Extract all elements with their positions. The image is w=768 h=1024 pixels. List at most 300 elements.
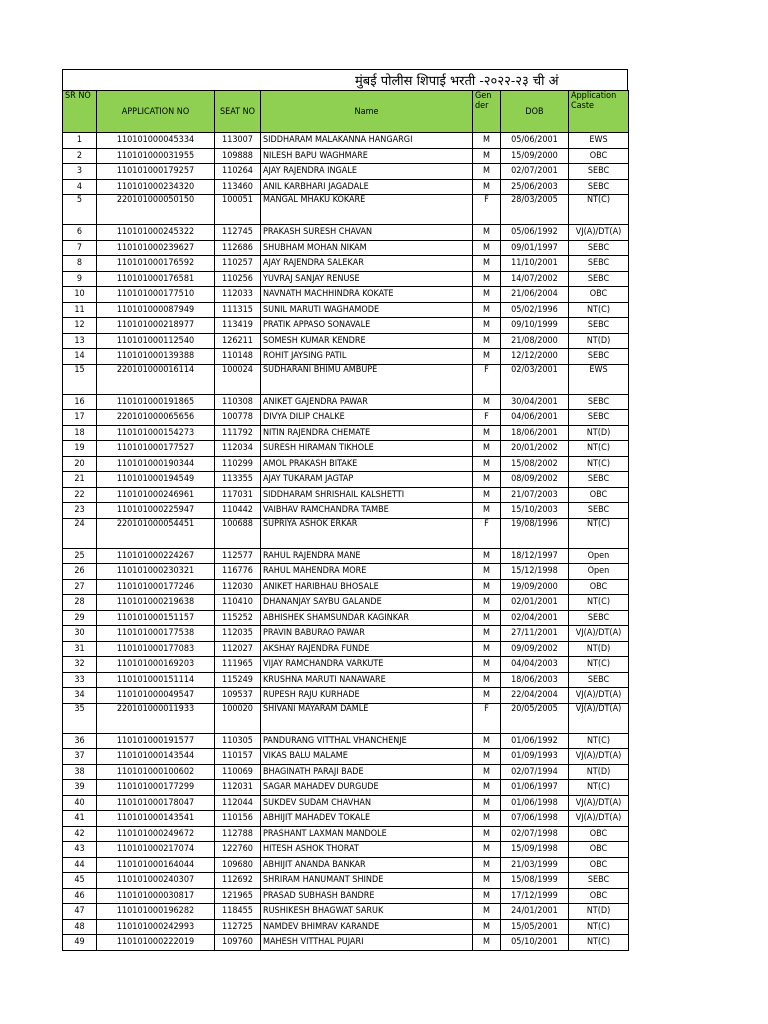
table-row [63, 826, 629, 842]
cell-name: AJAY RAJENDRA INGALE [261, 164, 473, 180]
cell-caste: SEBC [569, 179, 629, 195]
cell-name: SHIVANI MAYARAM DAMLE [261, 703, 473, 733]
cell-caste: SEBC [569, 240, 629, 256]
cell-gender: M [473, 472, 501, 488]
cell-dob: 09/09/2002 [501, 641, 569, 657]
cell-caste: NT(C) [569, 780, 629, 796]
cell-gender: F [473, 410, 501, 426]
header-application-no: APPLICATION NO [97, 91, 215, 133]
cell-application-no: 110101000239627 [97, 240, 215, 256]
cell-sr-no: 19 [63, 441, 97, 457]
table-row [63, 225, 629, 241]
cell-seat-no: 109760 [215, 935, 261, 951]
cell-caste: VJ(A)/DT(A) [569, 795, 629, 811]
cell-name: MANGAL MHAKU KOKARE [261, 195, 473, 225]
cell-application-no: 220101000065656 [97, 410, 215, 426]
cell-gender: M [473, 904, 501, 920]
cell-application-no: 110101000222019 [97, 935, 215, 951]
cell-dob: 01/06/1998 [501, 795, 569, 811]
cell-dob: 08/09/2002 [501, 472, 569, 488]
cell-seat-no: 100778 [215, 410, 261, 426]
cell-application-no: 110101000030817 [97, 888, 215, 904]
cell-seat-no: 110299 [215, 456, 261, 472]
cell-seat-no: 111965 [215, 657, 261, 673]
cell-seat-no: 112033 [215, 287, 261, 303]
cell-name: NILESH BAPU WAGHMARE [261, 148, 473, 164]
cell-seat-no: 100688 [215, 518, 261, 548]
cell-gender: M [473, 441, 501, 457]
cell-dob: 01/06/1997 [501, 780, 569, 796]
cell-gender: M [473, 935, 501, 951]
cell-gender: M [473, 318, 501, 334]
cell-gender: M [473, 225, 501, 241]
cell-caste: OBC [569, 857, 629, 873]
cell-dob: 21/03/1999 [501, 857, 569, 873]
cell-name: DIVYA DILIP CHALKE [261, 410, 473, 426]
table-row [63, 133, 629, 149]
cell-name: ROHIT JAYSING PATIL [261, 349, 473, 365]
cell-application-no: 110101000045334 [97, 133, 215, 149]
cell-dob: 09/10/1999 [501, 318, 569, 334]
cell-dob: 19/08/1996 [501, 518, 569, 548]
cell-gender: M [473, 333, 501, 349]
cell-dob: 12/12/2000 [501, 349, 569, 365]
table-row [63, 919, 629, 935]
cell-caste: NT(C) [569, 595, 629, 611]
header-gender: Gen der [473, 91, 501, 133]
cell-caste: NT(C) [569, 518, 629, 548]
cell-sr-no: 9 [63, 271, 97, 287]
cell-dob: 11/10/2001 [501, 256, 569, 272]
cell-name: BHAGINATH PARAJI BADE [261, 764, 473, 780]
cell-caste: OBC [569, 888, 629, 904]
cell-application-no: 110101000218977 [97, 318, 215, 334]
cell-seat-no: 110069 [215, 764, 261, 780]
cell-seat-no: 111792 [215, 425, 261, 441]
cell-application-no: 110101000191577 [97, 733, 215, 749]
cell-caste: NT(D) [569, 333, 629, 349]
table-row [63, 425, 629, 441]
candidate-table [62, 90, 629, 951]
cell-sr-no: 32 [63, 657, 97, 673]
cell-caste: NT(C) [569, 733, 629, 749]
cell-application-no: 110101000031955 [97, 148, 215, 164]
cell-sr-no: 7 [63, 240, 97, 256]
cell-dob: 19/09/2000 [501, 579, 569, 595]
table-row [63, 564, 629, 580]
table-row [63, 733, 629, 749]
cell-seat-no: 121965 [215, 888, 261, 904]
cell-dob: 18/12/1997 [501, 548, 569, 564]
table-row [63, 904, 629, 920]
cell-dob: 05/06/1992 [501, 225, 569, 241]
cell-gender: F [473, 364, 501, 394]
cell-sr-no: 26 [63, 564, 97, 580]
cell-dob: 15/08/1999 [501, 873, 569, 889]
cell-gender: M [473, 873, 501, 889]
cell-sr-no: 6 [63, 225, 97, 241]
cell-seat-no: 110148 [215, 349, 261, 365]
cell-sr-no: 17 [63, 410, 97, 426]
cell-dob: 02/07/1994 [501, 764, 569, 780]
cell-caste: SEBC [569, 318, 629, 334]
cell-name: MAHESH VITTHAL PUJARI [261, 935, 473, 951]
table-row [63, 256, 629, 272]
cell-dob: 15/05/2001 [501, 919, 569, 935]
cell-dob: 21/07/2003 [501, 487, 569, 503]
cell-seat-no: 110156 [215, 811, 261, 827]
cell-gender: M [473, 826, 501, 842]
cell-name: ANIKET GAJENDRA PAWAR [261, 394, 473, 410]
cell-name: ABHIJIT MAHADEV TOKALE [261, 811, 473, 827]
cell-seat-no: 110256 [215, 271, 261, 287]
cell-dob: 15/12/1998 [501, 564, 569, 580]
cell-seat-no: 112788 [215, 826, 261, 842]
header-row [63, 91, 629, 133]
cell-application-no: 110101000049547 [97, 688, 215, 704]
cell-name: ANIKET HARIBHAU BHOSALE [261, 579, 473, 595]
table-row [63, 394, 629, 410]
table-row [63, 857, 629, 873]
cell-gender: M [473, 487, 501, 503]
cell-dob: 21/08/2000 [501, 333, 569, 349]
table-row [63, 240, 629, 256]
cell-caste: SEBC [569, 394, 629, 410]
cell-dob: 15/09/2000 [501, 148, 569, 164]
cell-gender: M [473, 888, 501, 904]
cell-seat-no: 112035 [215, 626, 261, 642]
cell-sr-no: 8 [63, 256, 97, 272]
cell-caste: SEBC [569, 610, 629, 626]
cell-application-no: 110101000190344 [97, 456, 215, 472]
cell-name: SOMESH KUMAR KENDRE [261, 333, 473, 349]
cell-application-no: 110101000177299 [97, 780, 215, 796]
header-name: Name [261, 91, 473, 133]
cell-seat-no: 115249 [215, 672, 261, 688]
cell-application-no: 110101000164044 [97, 857, 215, 873]
cell-gender: M [473, 349, 501, 365]
cell-caste: SEBC [569, 256, 629, 272]
table-row [63, 164, 629, 180]
cell-gender: M [473, 795, 501, 811]
cell-seat-no: 118455 [215, 904, 261, 920]
header-dob: DOB [501, 91, 569, 133]
cell-gender: M [473, 287, 501, 303]
cell-application-no: 110101000176592 [97, 256, 215, 272]
cell-dob: 02/03/2001 [501, 364, 569, 394]
title-row [62, 69, 628, 90]
cell-name: PRAKASH SURESH CHAVAN [261, 225, 473, 241]
cell-application-no: 110101000246961 [97, 487, 215, 503]
cell-gender: M [473, 811, 501, 827]
cell-caste: OBC [569, 287, 629, 303]
cell-caste: NT(D) [569, 641, 629, 657]
table-row [63, 780, 629, 796]
cell-sr-no: 31 [63, 641, 97, 657]
cell-name: RUSHIKESH BHAGWAT SARUK [261, 904, 473, 920]
table-row [63, 595, 629, 611]
cell-dob: 25/06/2003 [501, 179, 569, 195]
cell-name: PRAVIN BABURAO PAWAR [261, 626, 473, 642]
cell-sr-no: 15 [63, 364, 97, 394]
cell-gender: M [473, 641, 501, 657]
cell-gender: M [473, 179, 501, 195]
cell-seat-no: 109888 [215, 148, 261, 164]
cell-sr-no: 43 [63, 842, 97, 858]
cell-seat-no: 113007 [215, 133, 261, 149]
cell-caste: NT(C) [569, 456, 629, 472]
cell-seat-no: 126211 [215, 333, 261, 349]
cell-caste: VJ(A)/DT(A) [569, 811, 629, 827]
cell-gender: M [473, 133, 501, 149]
cell-sr-no: 34 [63, 688, 97, 704]
cell-sr-no: 39 [63, 780, 97, 796]
cell-seat-no: 113419 [215, 318, 261, 334]
cell-sr-no: 37 [63, 749, 97, 765]
cell-dob: 02/07/1998 [501, 826, 569, 842]
cell-name: PRATIK APPASO SONAVALE [261, 318, 473, 334]
cell-gender: M [473, 240, 501, 256]
cell-dob: 15/10/2003 [501, 503, 569, 519]
cell-application-no: 110101000169203 [97, 657, 215, 673]
cell-caste: SEBC [569, 349, 629, 365]
cell-caste: VJ(A)/DT(A) [569, 688, 629, 704]
cell-caste: EWS [569, 133, 629, 149]
cell-application-no: 110101000151114 [97, 672, 215, 688]
cell-dob: 09/01/1997 [501, 240, 569, 256]
cell-name: KRUSHNA MARUTI NANAWARE [261, 672, 473, 688]
cell-dob: 21/06/2004 [501, 287, 569, 303]
table-row [63, 873, 629, 889]
cell-gender: M [473, 595, 501, 611]
cell-gender: M [473, 672, 501, 688]
table-row [63, 456, 629, 472]
table-row [63, 657, 629, 673]
cell-sr-no: 47 [63, 904, 97, 920]
cell-gender: M [473, 256, 501, 272]
cell-seat-no: 110410 [215, 595, 261, 611]
cell-sr-no: 35 [63, 703, 97, 733]
cell-seat-no: 112686 [215, 240, 261, 256]
table-row [63, 610, 629, 626]
cell-gender: M [473, 456, 501, 472]
cell-seat-no: 113355 [215, 472, 261, 488]
cell-gender: M [473, 302, 501, 318]
cell-sr-no: 27 [63, 579, 97, 595]
cell-application-no: 110101000178047 [97, 795, 215, 811]
cell-application-no: 110101000240307 [97, 873, 215, 889]
table-row [63, 148, 629, 164]
cell-dob: 02/04/2001 [501, 610, 569, 626]
cell-dob: 20/05/2005 [501, 703, 569, 733]
cell-caste: SEBC [569, 271, 629, 287]
cell-caste: NT(D) [569, 904, 629, 920]
cell-sr-no: 40 [63, 795, 97, 811]
table-body [63, 133, 629, 951]
cell-seat-no: 113460 [215, 179, 261, 195]
cell-name: SAGAR MAHADEV DURGUDE [261, 780, 473, 796]
cell-name: RAHUL MAHENDRA MORE [261, 564, 473, 580]
cell-dob: 15/08/2002 [501, 456, 569, 472]
cell-sr-no: 48 [63, 919, 97, 935]
cell-dob: 18/06/2003 [501, 672, 569, 688]
cell-sr-no: 1 [63, 133, 97, 149]
cell-caste: EWS [569, 364, 629, 394]
cell-dob: 30/04/2001 [501, 394, 569, 410]
cell-application-no: 110101000194549 [97, 472, 215, 488]
cell-dob: 05/06/2001 [501, 133, 569, 149]
cell-seat-no: 100024 [215, 364, 261, 394]
cell-caste: OBC [569, 826, 629, 842]
cell-seat-no: 110157 [215, 749, 261, 765]
table-row [63, 472, 629, 488]
cell-name: PRASHANT LAXMAN MANDOLE [261, 826, 473, 842]
table-row [63, 579, 629, 595]
cell-sr-no: 29 [63, 610, 97, 626]
cell-gender: M [473, 688, 501, 704]
cell-name: SHUBHAM MOHAN NIKAM [261, 240, 473, 256]
cell-name: DHANANJAY SAYBU GALANDE [261, 595, 473, 611]
cell-caste: Open [569, 564, 629, 580]
cell-name: RAHUL RAJENDRA MANE [261, 548, 473, 564]
cell-sr-no: 30 [63, 626, 97, 642]
table-row [63, 795, 629, 811]
cell-sr-no: 41 [63, 811, 97, 827]
cell-seat-no: 112745 [215, 225, 261, 241]
cell-seat-no: 100051 [215, 195, 261, 225]
cell-sr-no: 44 [63, 857, 97, 873]
cell-sr-no: 10 [63, 287, 97, 303]
cell-seat-no: 112034 [215, 441, 261, 457]
table-row [63, 302, 629, 318]
cell-application-no: 110101000154273 [97, 425, 215, 441]
cell-gender: M [473, 394, 501, 410]
cell-sr-no: 13 [63, 333, 97, 349]
header-sr-no: SR NO [63, 91, 97, 133]
cell-seat-no: 112577 [215, 548, 261, 564]
cell-caste: OBC [569, 842, 629, 858]
cell-name: SIDDHARAM SHRISHAIL KALSHETTI [261, 487, 473, 503]
cell-sr-no: 24 [63, 518, 97, 548]
cell-gender: M [473, 564, 501, 580]
cell-caste: NT(D) [569, 764, 629, 780]
cell-gender: M [473, 610, 501, 626]
cell-sr-no: 36 [63, 733, 97, 749]
cell-sr-no: 20 [63, 456, 97, 472]
cell-name: PRASAD SUBHASH BANDRE [261, 888, 473, 904]
cell-name: VIJAY RAMCHANDRA VARKUTE [261, 657, 473, 673]
cell-application-no: 220101000011933 [97, 703, 215, 733]
cell-seat-no: 112725 [215, 919, 261, 935]
cell-caste: OBC [569, 487, 629, 503]
cell-gender: M [473, 626, 501, 642]
cell-caste: NT(C) [569, 919, 629, 935]
cell-name: ANIL KARBHARI JAGADALE [261, 179, 473, 195]
cell-application-no: 110101000143544 [97, 749, 215, 765]
table-row [63, 318, 629, 334]
table-row [63, 703, 629, 733]
cell-sr-no: 46 [63, 888, 97, 904]
cell-sr-no: 11 [63, 302, 97, 318]
cell-dob: 15/09/1998 [501, 842, 569, 858]
cell-dob: 27/11/2001 [501, 626, 569, 642]
cell-sr-no: 33 [63, 672, 97, 688]
table-row [63, 548, 629, 564]
cell-name: SUPRIYA ASHOK ERKAR [261, 518, 473, 548]
cell-application-no: 110101000234320 [97, 179, 215, 195]
cell-sr-no: 12 [63, 318, 97, 334]
cell-seat-no: 110257 [215, 256, 261, 272]
cell-application-no: 110101000112540 [97, 333, 215, 349]
cell-application-no: 110101000177527 [97, 441, 215, 457]
cell-name: HITESH ASHOK THORAT [261, 842, 473, 858]
cell-dob: 14/07/2002 [501, 271, 569, 287]
cell-dob: 01/09/1993 [501, 749, 569, 765]
cell-name: SUDHARANI BHIMU AMBUPE [261, 364, 473, 394]
cell-gender: M [473, 148, 501, 164]
cell-caste: VJ(A)/DT(A) [569, 703, 629, 733]
cell-name: PANDURANG VITTHAL VHANCHENJE [261, 733, 473, 749]
cell-seat-no: 116776 [215, 564, 261, 580]
cell-name: YUVRAJ SANJAY RENUSE [261, 271, 473, 287]
cell-name: ABHISHEK SHAMSUNDAR KAGINKAR [261, 610, 473, 626]
cell-caste: OBC [569, 148, 629, 164]
table-row [63, 842, 629, 858]
cell-caste: SEBC [569, 410, 629, 426]
table-row [63, 487, 629, 503]
cell-name: NAVNATH MACHHINDRA KOKATE [261, 287, 473, 303]
cell-gender: M [473, 503, 501, 519]
cell-application-no: 220101000050150 [97, 195, 215, 225]
table-row [63, 672, 629, 688]
cell-caste: SEBC [569, 503, 629, 519]
cell-name: SURESH HIRAMAN TIKHOLE [261, 441, 473, 457]
header-seat-no: SEAT NO [215, 91, 261, 133]
cell-seat-no: 110442 [215, 503, 261, 519]
cell-sr-no: 25 [63, 548, 97, 564]
cell-dob: 04/06/2001 [501, 410, 569, 426]
cell-dob: 28/03/2005 [501, 195, 569, 225]
cell-application-no: 110101000139388 [97, 349, 215, 365]
cell-gender: M [473, 271, 501, 287]
cell-dob: 05/10/2001 [501, 935, 569, 951]
cell-dob: 18/06/2001 [501, 425, 569, 441]
cell-dob: 01/06/1992 [501, 733, 569, 749]
cell-application-no: 220101000054451 [97, 518, 215, 548]
table-row [63, 349, 629, 365]
cell-caste: VJ(A)/DT(A) [569, 626, 629, 642]
cell-seat-no: 110305 [215, 733, 261, 749]
cell-application-no: 110101000177538 [97, 626, 215, 642]
cell-name: AJAY RAJENDRA SALEKAR [261, 256, 473, 272]
cell-application-no: 110101000219638 [97, 595, 215, 611]
cell-sr-no: 45 [63, 873, 97, 889]
cell-sr-no: 23 [63, 503, 97, 519]
cell-dob: 24/01/2001 [501, 904, 569, 920]
cell-sr-no: 16 [63, 394, 97, 410]
table-row [63, 364, 629, 394]
cell-gender: M [473, 164, 501, 180]
cell-gender: F [473, 518, 501, 548]
cell-seat-no: 115252 [215, 610, 261, 626]
cell-sr-no: 14 [63, 349, 97, 365]
cell-application-no: 110101000143541 [97, 811, 215, 827]
cell-sr-no: 42 [63, 826, 97, 842]
table-row [63, 271, 629, 287]
table-row [63, 688, 629, 704]
sheet-title: मुंबई पोलीस शिपाई भरती -२०२२-२३ ची अं [355, 74, 559, 89]
cell-dob: 04/04/2003 [501, 657, 569, 673]
